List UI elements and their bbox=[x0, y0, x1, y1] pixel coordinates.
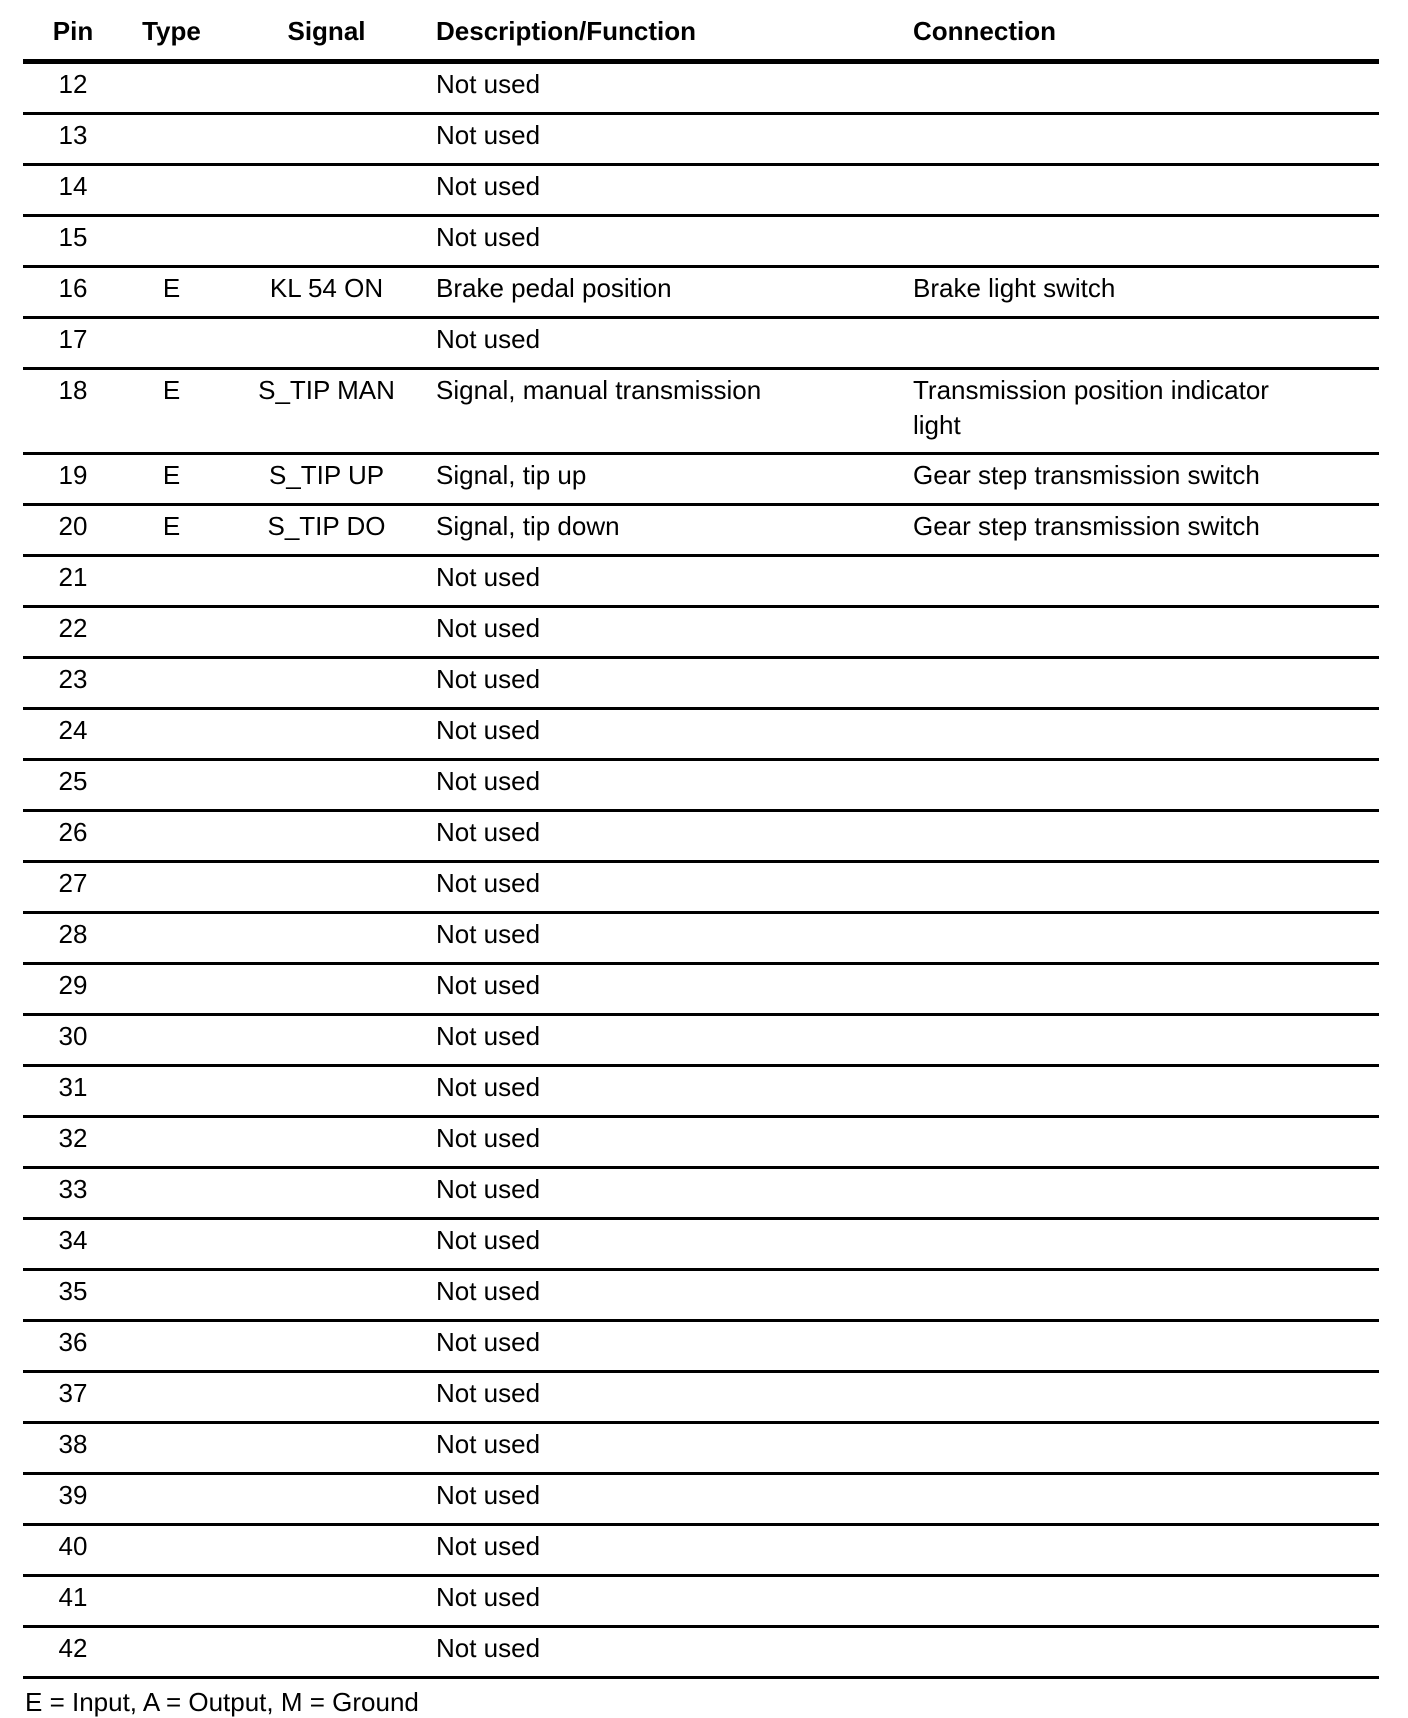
cell-connection: Brake light switch bbox=[913, 267, 1379, 318]
cell-type bbox=[123, 1525, 220, 1576]
table-row bbox=[23, 1372, 1379, 1423]
cell-description: Not used bbox=[433, 607, 913, 658]
cell-pin: 20 bbox=[23, 505, 123, 556]
cell-signal: S_TIP MAN bbox=[220, 369, 433, 454]
cell-pin: 41 bbox=[23, 1576, 123, 1627]
cell-description: Not used bbox=[433, 1117, 913, 1168]
cell-type bbox=[123, 114, 220, 165]
type-legend: E = Input, A = Output, M = Ground bbox=[25, 1687, 419, 1717]
cell-signal bbox=[220, 165, 433, 216]
table-row bbox=[23, 267, 1379, 318]
header-row bbox=[23, 12, 1379, 62]
cell-connection bbox=[913, 760, 1379, 811]
cell-connection bbox=[913, 811, 1379, 862]
cell-type bbox=[123, 1576, 220, 1627]
cell-pin: 27 bbox=[23, 862, 123, 913]
cell-signal: KL 54 ON bbox=[220, 267, 433, 318]
cell-signal bbox=[220, 1066, 433, 1117]
cell-signal bbox=[220, 658, 433, 709]
cell-description: Not used bbox=[433, 658, 913, 709]
cell-description: Not used bbox=[433, 165, 913, 216]
table-row bbox=[23, 811, 1379, 862]
cell-type bbox=[123, 1015, 220, 1066]
cell-pin: 17 bbox=[23, 318, 123, 369]
table-row bbox=[23, 1117, 1379, 1168]
cell-description: Brake pedal position bbox=[433, 267, 913, 318]
cell-pin: 36 bbox=[23, 1321, 123, 1372]
cell-connection bbox=[913, 1168, 1379, 1219]
cell-signal bbox=[220, 1015, 433, 1066]
cell-description: Not used bbox=[433, 862, 913, 913]
cell-pin: 13 bbox=[23, 114, 123, 165]
cell-description: Not used bbox=[433, 1474, 913, 1525]
cell-signal bbox=[220, 1168, 433, 1219]
table-row bbox=[23, 556, 1379, 607]
table-row bbox=[23, 216, 1379, 267]
cell-type bbox=[123, 216, 220, 267]
cell-type bbox=[123, 964, 220, 1015]
cell-connection bbox=[913, 1219, 1379, 1270]
cell-type bbox=[123, 913, 220, 964]
cell-description: Signal, tip up bbox=[433, 454, 913, 505]
cell-signal bbox=[220, 556, 433, 607]
cell-description: Not used bbox=[433, 1219, 913, 1270]
header-pin: Pin bbox=[23, 12, 123, 62]
cell-type bbox=[123, 1474, 220, 1525]
pin-assignment-document bbox=[23, 12, 1379, 1718]
cell-signal bbox=[220, 709, 433, 760]
cell-signal bbox=[220, 1270, 433, 1321]
cell-signal: S_TIP UP bbox=[220, 454, 433, 505]
table-row bbox=[23, 607, 1379, 658]
cell-description: Not used bbox=[433, 1576, 913, 1627]
table-row bbox=[23, 1525, 1379, 1576]
table-body bbox=[23, 62, 1379, 1678]
cell-type bbox=[123, 862, 220, 913]
cell-signal bbox=[220, 913, 433, 964]
cell-connection bbox=[913, 216, 1379, 267]
cell-pin: 31 bbox=[23, 1066, 123, 1117]
cell-pin: 37 bbox=[23, 1372, 123, 1423]
cell-signal bbox=[220, 862, 433, 913]
cell-description: Not used bbox=[433, 1627, 913, 1678]
cell-signal bbox=[220, 811, 433, 862]
cell-description: Not used bbox=[433, 556, 913, 607]
table-row bbox=[23, 658, 1379, 709]
cell-connection bbox=[913, 1525, 1379, 1576]
cell-pin: 29 bbox=[23, 964, 123, 1015]
table-row bbox=[23, 62, 1379, 114]
table-row bbox=[23, 1627, 1379, 1678]
cell-description: Not used bbox=[433, 1168, 913, 1219]
cell-type bbox=[123, 1117, 220, 1168]
cell-connection bbox=[913, 556, 1379, 607]
cell-pin: 21 bbox=[23, 556, 123, 607]
cell-signal bbox=[220, 1423, 433, 1474]
cell-pin: 34 bbox=[23, 1219, 123, 1270]
table-row bbox=[23, 1066, 1379, 1117]
cell-connection bbox=[913, 1015, 1379, 1066]
cell-pin: 14 bbox=[23, 165, 123, 216]
cell-connection: Gear step transmission switch bbox=[913, 454, 1379, 505]
table-row bbox=[23, 505, 1379, 556]
cell-connection bbox=[913, 1066, 1379, 1117]
cell-type bbox=[123, 607, 220, 658]
cell-signal bbox=[220, 1576, 433, 1627]
cell-pin: 16 bbox=[23, 267, 123, 318]
cell-type: E bbox=[123, 369, 220, 454]
cell-pin: 18 bbox=[23, 369, 123, 454]
table-row bbox=[23, 1576, 1379, 1627]
cell-type bbox=[123, 1372, 220, 1423]
header-type: Type bbox=[123, 12, 220, 62]
cell-connection bbox=[913, 709, 1379, 760]
table-row bbox=[23, 454, 1379, 505]
cell-signal bbox=[220, 964, 433, 1015]
table-row bbox=[23, 1270, 1379, 1321]
cell-type bbox=[123, 556, 220, 607]
cell-signal bbox=[220, 1525, 433, 1576]
cell-type bbox=[123, 760, 220, 811]
cell-description: Not used bbox=[433, 318, 913, 369]
cell-signal bbox=[220, 607, 433, 658]
cell-description: Not used bbox=[433, 811, 913, 862]
header-connection: Connection bbox=[913, 12, 1379, 62]
cell-pin: 40 bbox=[23, 1525, 123, 1576]
cell-connection bbox=[913, 62, 1379, 114]
cell-connection bbox=[913, 964, 1379, 1015]
table-row bbox=[23, 1219, 1379, 1270]
cell-description: Not used bbox=[433, 1423, 913, 1474]
cell-connection bbox=[913, 1627, 1379, 1678]
cell-description: Not used bbox=[433, 1525, 913, 1576]
table-row bbox=[23, 760, 1379, 811]
cell-connection bbox=[913, 1321, 1379, 1372]
cell-description: Not used bbox=[433, 1372, 913, 1423]
cell-type bbox=[123, 1219, 220, 1270]
table-row bbox=[23, 709, 1379, 760]
cell-connection bbox=[913, 114, 1379, 165]
cell-description: Not used bbox=[433, 62, 913, 114]
cell-connection: Transmission position indicator light bbox=[913, 369, 1379, 454]
cell-connection bbox=[913, 1372, 1379, 1423]
cell-type: E bbox=[123, 505, 220, 556]
cell-connection: Gear step transmission switch bbox=[913, 505, 1379, 556]
cell-type bbox=[123, 709, 220, 760]
cell-pin: 26 bbox=[23, 811, 123, 862]
cell-signal bbox=[220, 760, 433, 811]
cell-description: Not used bbox=[433, 1270, 913, 1321]
table-row bbox=[23, 114, 1379, 165]
cell-description: Not used bbox=[433, 964, 913, 1015]
cell-signal bbox=[220, 114, 433, 165]
cell-pin: 12 bbox=[23, 62, 123, 114]
table-row bbox=[23, 1474, 1379, 1525]
table-row bbox=[23, 1015, 1379, 1066]
cell-type bbox=[123, 1627, 220, 1678]
cell-description: Not used bbox=[433, 913, 913, 964]
cell-connection bbox=[913, 1423, 1379, 1474]
cell-connection bbox=[913, 658, 1379, 709]
cell-connection bbox=[913, 1576, 1379, 1627]
cell-type bbox=[123, 1423, 220, 1474]
cell-signal bbox=[220, 318, 433, 369]
cell-pin: 33 bbox=[23, 1168, 123, 1219]
table-row bbox=[23, 369, 1379, 454]
cell-type bbox=[123, 1270, 220, 1321]
cell-signal: S_TIP DO bbox=[220, 505, 433, 556]
cell-pin: 32 bbox=[23, 1117, 123, 1168]
cell-connection bbox=[913, 1270, 1379, 1321]
pin-table bbox=[23, 12, 1379, 1679]
cell-type bbox=[123, 318, 220, 369]
cell-type bbox=[123, 1066, 220, 1117]
cell-type bbox=[123, 658, 220, 709]
table-row bbox=[23, 862, 1379, 913]
cell-description: Not used bbox=[433, 114, 913, 165]
cell-signal bbox=[220, 216, 433, 267]
cell-description: Not used bbox=[433, 1066, 913, 1117]
cell-description: Not used bbox=[433, 216, 913, 267]
cell-signal bbox=[220, 1219, 433, 1270]
cell-signal bbox=[220, 1117, 433, 1168]
cell-connection bbox=[913, 913, 1379, 964]
cell-description: Not used bbox=[433, 760, 913, 811]
header-signal: Signal bbox=[220, 12, 433, 62]
cell-signal bbox=[220, 1372, 433, 1423]
cell-connection bbox=[913, 165, 1379, 216]
cell-pin: 42 bbox=[23, 1627, 123, 1678]
cell-pin: 28 bbox=[23, 913, 123, 964]
cell-type bbox=[123, 1168, 220, 1219]
cell-pin: 23 bbox=[23, 658, 123, 709]
cell-description: Signal, tip down bbox=[433, 505, 913, 556]
table-row bbox=[23, 1168, 1379, 1219]
cell-type bbox=[123, 165, 220, 216]
cell-type bbox=[123, 62, 220, 114]
cell-connection bbox=[913, 862, 1379, 913]
cell-description: Not used bbox=[433, 709, 913, 760]
table-row bbox=[23, 318, 1379, 369]
cell-pin: 38 bbox=[23, 1423, 123, 1474]
cell-description: Not used bbox=[433, 1321, 913, 1372]
table-row bbox=[23, 1321, 1379, 1372]
header-description: Description/Function bbox=[433, 12, 913, 62]
cell-type: E bbox=[123, 267, 220, 318]
table-row bbox=[23, 964, 1379, 1015]
cell-signal bbox=[220, 62, 433, 114]
cell-connection bbox=[913, 1117, 1379, 1168]
cell-signal bbox=[220, 1627, 433, 1678]
cell-connection bbox=[913, 607, 1379, 658]
cell-pin: 39 bbox=[23, 1474, 123, 1525]
cell-pin: 19 bbox=[23, 454, 123, 505]
cell-pin: 35 bbox=[23, 1270, 123, 1321]
cell-description: Not used bbox=[433, 1015, 913, 1066]
cell-type bbox=[123, 1321, 220, 1372]
table-row bbox=[23, 1423, 1379, 1474]
cell-pin: 22 bbox=[23, 607, 123, 658]
cell-signal bbox=[220, 1321, 433, 1372]
cell-description: Signal, manual transmission bbox=[433, 369, 913, 454]
cell-pin: 24 bbox=[23, 709, 123, 760]
cell-connection bbox=[913, 318, 1379, 369]
table-row bbox=[23, 165, 1379, 216]
table-row bbox=[23, 913, 1379, 964]
cell-pin: 15 bbox=[23, 216, 123, 267]
cell-type bbox=[123, 811, 220, 862]
cell-signal bbox=[220, 1474, 433, 1525]
cell-connection bbox=[913, 1474, 1379, 1525]
cell-pin: 25 bbox=[23, 760, 123, 811]
cell-pin: 30 bbox=[23, 1015, 123, 1066]
cell-type: E bbox=[123, 454, 220, 505]
